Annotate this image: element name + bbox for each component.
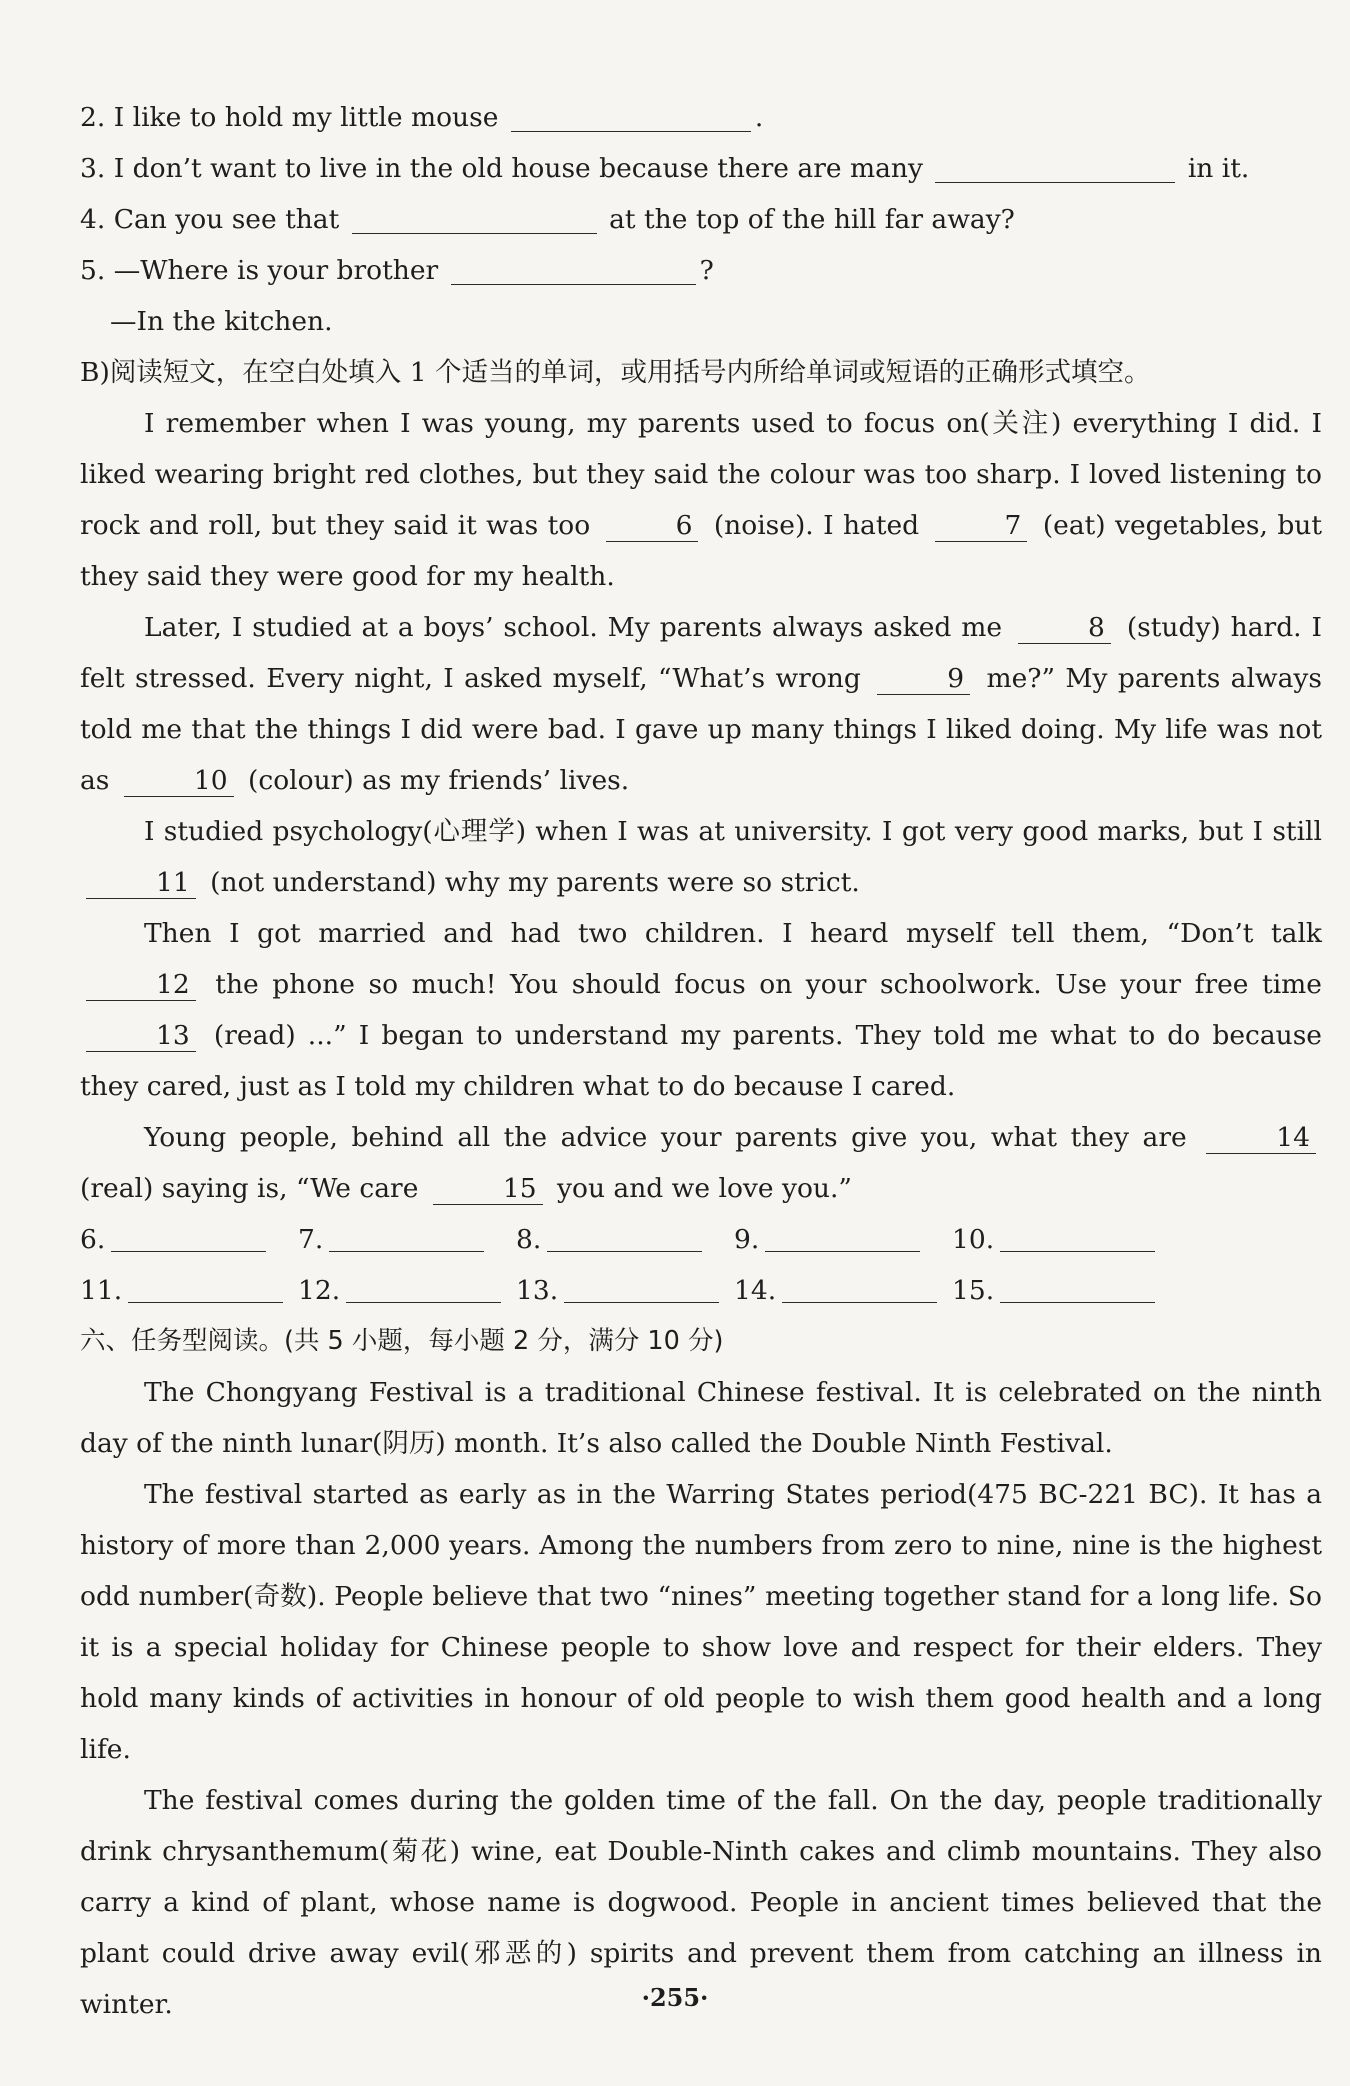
reading-paragraph-1: The Chongyang Festival is a traditional Chinese festival. It is celebrated on the ninth day of the ninth lunar(阴历) month. It’s also called the Double Ninth Festival.: [80, 1377, 1322, 1459]
answer-slot-10: 10.: [952, 1214, 1170, 1265]
answer-line[interactable]: [564, 1272, 719, 1303]
blank-12: 12: [86, 970, 196, 1001]
cloze-paragraph-2: Later, I studied at a boys’ school. My parents always asked me 8 (study) hard. I felt stressed. Every night, I asked myself, “What’s wrong 9 me?” My parents always told me that the things I did were bad. I gave up many things I liked doing. My life was not as 10 (colour) as my friends’ lives.: [80, 612, 1322, 796]
question-5: 5. —Where is your brother ?: [80, 245, 1322, 296]
answer-line[interactable]: [346, 1272, 501, 1303]
answer-slot-11: 11.: [80, 1265, 298, 1316]
answer-blank[interactable]: [935, 148, 1175, 183]
cloze-paragraph-4: Then I got married and had two children. I heard myself tell them, “Don’t talk 12 the phone so much! You should focus on your schoolwork. Use your free time 13 (read) ...” I began to understand my parents. They told me what to do because they cared, just as I told my children what to do because I cared.: [80, 918, 1322, 1102]
answer-line[interactable]: [782, 1272, 937, 1303]
answer-line[interactable]: [111, 1221, 266, 1252]
blank-10: 10: [124, 766, 234, 797]
question-text: 3. I don’t want to live in the old house because there are many: [80, 153, 923, 184]
question-2: 2. I like to hold my little mouse .: [80, 92, 1322, 143]
answer-line[interactable]: [128, 1272, 283, 1303]
part-b-instruction: B)阅读短文，在空白处填入 1 个适当的单词，或用括号内所给单词或短语的正确形式填空。: [80, 357, 1151, 388]
question-text: 2. I like to hold my little mouse: [80, 102, 499, 133]
reading-paragraph-2: The festival started as early as in the Warring States period(475 BC-221 BC). It has a history of more than 2,000 years. Among the numbers from zero to nine, nine is the highest odd number(奇数). People believe that two “nines” meeting together stand for a long life. So it is a special holiday for Chinese people to show love and respect for their elders. They hold many kinds of activities in honour of old people to wish them good health and a long life.: [80, 1479, 1322, 1765]
answer-row-1: [80, 1214, 1322, 1265]
blank-14: 14: [1206, 1123, 1316, 1154]
question-text: 4. Can you see that: [80, 204, 340, 235]
answer-slot-12: 12.: [298, 1265, 516, 1316]
answer-slot-6: 6.: [80, 1214, 298, 1265]
reading-paragraph-3: The festival comes during the golden time of the fall. On the day, people traditionally drink chrysanthemum(菊花) wine, eat Double-Ninth cakes and climb mountains. They also carry a kind of plant, whose name is dogwood. People in ancient times believed that the plant could drive away evil(邪恶的) spirits and prevent them from catching an illness in winter.: [80, 1785, 1322, 2020]
answer-slot-8: 8.: [516, 1214, 734, 1265]
answer-slot-9: 9.: [734, 1214, 952, 1265]
answer-line[interactable]: [1000, 1221, 1155, 1252]
blank-11: 11: [86, 868, 196, 899]
answer-line[interactable]: [1000, 1272, 1155, 1303]
answer-line[interactable]: [547, 1221, 702, 1252]
blank-6: 6: [606, 511, 699, 542]
blank-8: 8: [1018, 613, 1111, 644]
cloze-paragraph-1: I remember when I was young, my parents used to focus on(关注) everything I did. I liked wearing bright red clothes, but they said the colour was too sharp. I loved listening to rock and roll, but they said it was too 6 (noise). I hated 7 (eat) vegetables, but they said they were good for my health.: [80, 408, 1322, 592]
answer-line[interactable]: [329, 1221, 484, 1252]
question-4: 4. Can you see that at the top of the hill far away?: [80, 194, 1322, 245]
answer-slot-14: 14.: [734, 1265, 952, 1316]
blank-13: 13: [86, 1021, 196, 1052]
answer-row-2: [80, 1265, 1322, 1316]
answer-slot-15: 15.: [952, 1265, 1170, 1316]
answer-blank[interactable]: [511, 97, 751, 132]
answer-blank[interactable]: [451, 250, 696, 285]
answer-slot-13: 13.: [516, 1265, 734, 1316]
blank-7: 7: [935, 511, 1028, 542]
page-number: ·255·: [641, 1983, 709, 2012]
question-5-reply: —In the kitchen.: [110, 306, 333, 337]
blank-9: 9: [877, 664, 970, 695]
cloze-paragraph-5: Young people, behind all the advice your parents give you, what they are 14 (real) saying is, “We care 15 you and we love you.”: [80, 1112, 1322, 1214]
cloze-paragraph-3: I studied psychology(心理学) when I was at university. I got very good marks, but I still 11 (not understand) why my parents were so strict.: [80, 806, 1322, 908]
answer-slot-7: 7.: [298, 1214, 516, 1265]
blank-15: 15: [433, 1174, 543, 1205]
question-text: 5. —Where is your brother: [80, 255, 439, 286]
section-6-heading: 六、任务型阅读。(共 5 小题，每小题 2 分，满分 10 分): [80, 1326, 724, 1356]
answer-line[interactable]: [765, 1221, 920, 1252]
question-3: 3. I don’t want to live in the old house because there are many in it.: [80, 143, 1322, 194]
answer-blank[interactable]: [352, 199, 597, 234]
